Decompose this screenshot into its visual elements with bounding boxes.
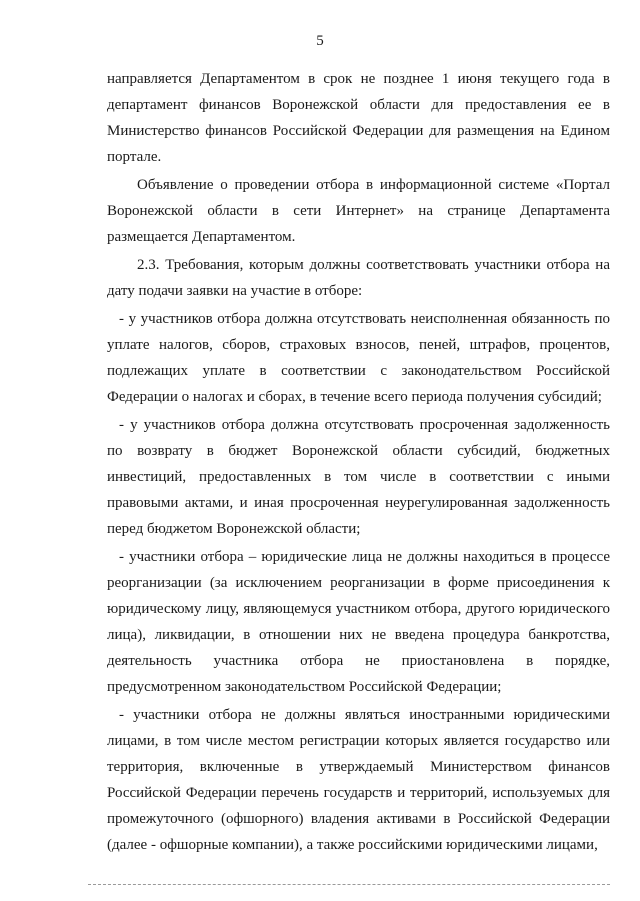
paragraph-requirement-debt: - у участников отбора должна отсутствовать просроченная задолженность по возврату в бюджет Воронежской области субсидий, бюджетных инвестиций, предоставленных в том числе в соответствии с иными правовыми актами, и иная просроченная неурегулированная задолженность перед бюджетом Воронежской области; (107, 417, 610, 537)
paragraph-requirement-foreign-entities: - участники отбора не должны являться иностранными юридическими лицами, в том числе местом регистрации которых является государство или территория, включенные в утверждаемый Министерством финансов Российской Федерации перечень государств и территорий, используемых для промежуточного (офшорного) владения активами в Российской Федерации (далее - офшорные компании), а также российскими юридическими лицами, (107, 707, 610, 853)
paragraph-requirement-reorganization: - участники отбора – юридические лица не должны находиться в процессе реорганизации (за исключением реорганизации в форме присоединения к юридическому лицу, являющемуся участником отбора, другого юридического лица), ликвидации, в отношении них не введена процедура банкротства, деятельность участника отбора не приостановлена в порядке, предусмотренном законодательством Российской Федерации; (107, 549, 610, 695)
paragraph-announcement: Объявление о проведении отбора в информационной системе «Портал Воронежской области в сети Интернет» на странице Департамента размещается Департаментом. (107, 177, 610, 245)
paragraph-requirement-taxes: - у участников отбора должна отсутствовать неисполненная обязанность по уплате налогов, сборов, страховых взносов, пеней, штрафов, процентов, подлежащих уплате в соответствии с законодательством Российской Федерации о налогах и сборах, в течение всего периода получения субсидий; (107, 311, 610, 405)
paragraph-continuation: направляется Департаментом в срок не позднее 1 июня текущего года в департамент финансов Воронежской области для предоставления ее в Министерство финансов Российской Федерации для размещения на Едином портале. (107, 71, 610, 165)
page-number: 5 (316, 33, 324, 49)
page-bottom-edge (88, 884, 610, 886)
document-body (107, 66, 610, 858)
paragraph-requirements-heading: 2.3. Требования, которым должны соответствовать участники отбора на дату подачи заявки на участие в отборе: (107, 257, 610, 299)
